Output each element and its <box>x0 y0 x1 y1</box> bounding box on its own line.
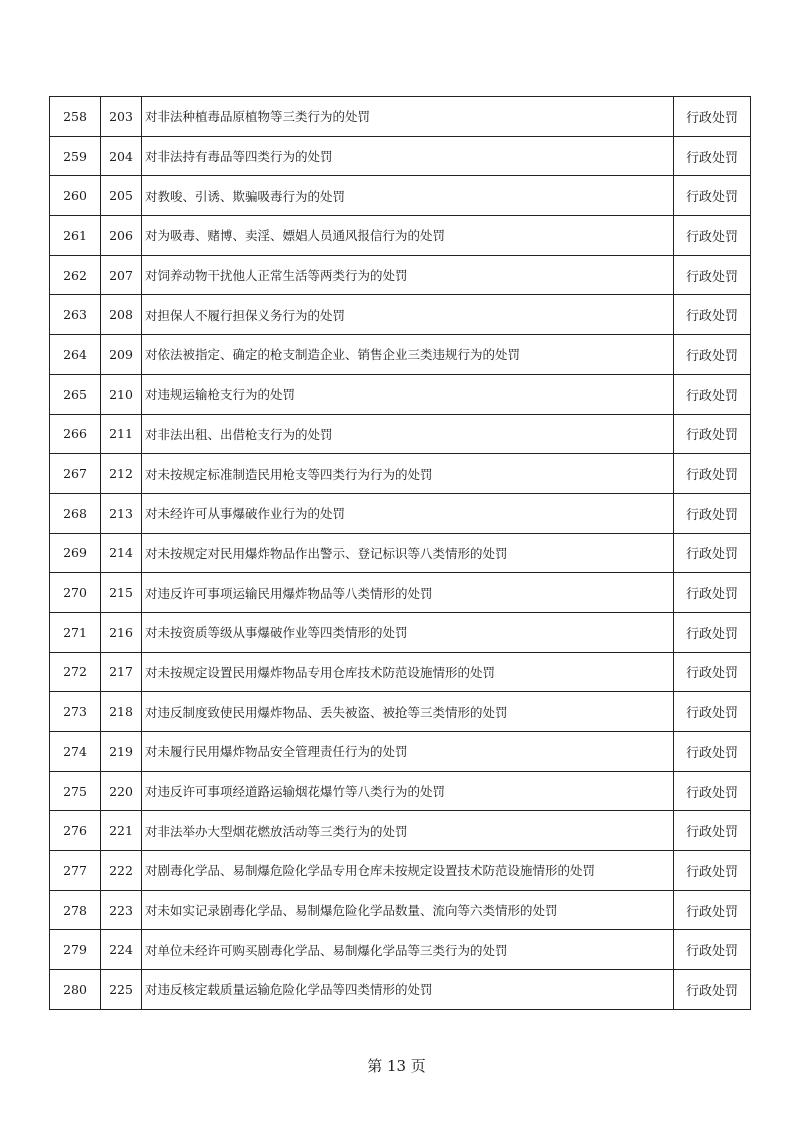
row-item-name: 对依法被指定、确定的枪支制造企业、销售企业三类违规行为的处罚 <box>142 335 674 375</box>
row-item-code: 223 <box>101 890 142 930</box>
row-sequence-number: 277 <box>50 851 101 891</box>
row-sequence-number: 272 <box>50 652 101 692</box>
row-sequence-number: 266 <box>50 414 101 454</box>
row-sequence-number: 278 <box>50 890 101 930</box>
row-item-type: 行政处罚 <box>674 533 751 573</box>
row-item-code: 215 <box>101 573 142 613</box>
row-item-type: 行政处罚 <box>674 612 751 652</box>
row-item-code: 203 <box>101 97 142 137</box>
row-item-name: 对违规运输枪支行为的处罚 <box>142 374 674 414</box>
table-row <box>50 851 751 891</box>
row-item-code: 205 <box>101 176 142 216</box>
table-row <box>50 335 751 375</box>
row-item-code: 217 <box>101 652 142 692</box>
row-item-code: 224 <box>101 930 142 970</box>
row-item-name: 对未履行民用爆炸物品安全管理责任行为的处罚 <box>142 732 674 772</box>
row-sequence-number: 263 <box>50 295 101 335</box>
row-item-type: 行政处罚 <box>674 970 751 1010</box>
table-row <box>50 890 751 930</box>
row-item-code: 210 <box>101 374 142 414</box>
table-row <box>50 692 751 732</box>
row-item-name: 对非法种植毒品原植物等三类行为的处罚 <box>142 97 674 137</box>
table-row <box>50 811 751 851</box>
row-item-type: 行政处罚 <box>674 771 751 811</box>
row-item-type: 行政处罚 <box>674 930 751 970</box>
row-item-type: 行政处罚 <box>674 692 751 732</box>
row-item-name: 对饲养动物干扰他人正常生活等两类行为的处罚 <box>142 255 674 295</box>
row-item-name: 对未如实记录剧毒化学品、易制爆危险化学品数量、流向等六类情形的处罚 <box>142 890 674 930</box>
row-item-name: 对非法持有毒品等四类行为的处罚 <box>142 136 674 176</box>
row-item-type: 行政处罚 <box>674 136 751 176</box>
row-sequence-number: 274 <box>50 732 101 772</box>
row-item-name: 对为吸毒、赌博、卖淫、嫖娼人员通风报信行为的处罚 <box>142 216 674 256</box>
row-item-name: 对单位未经许可购买剧毒化学品、易制爆化学品等三类行为的处罚 <box>142 930 674 970</box>
row-item-type: 行政处罚 <box>674 335 751 375</box>
row-item-code: 216 <box>101 612 142 652</box>
row-sequence-number: 264 <box>50 335 101 375</box>
table-body <box>50 97 751 1010</box>
row-item-code: 206 <box>101 216 142 256</box>
row-item-type: 行政处罚 <box>674 295 751 335</box>
row-sequence-number: 260 <box>50 176 101 216</box>
table-row <box>50 930 751 970</box>
row-item-name: 对违反许可事项经道路运输烟花爆竹等八类行为的处罚 <box>142 771 674 811</box>
row-item-name: 对违反许可事项运输民用爆炸物品等八类情形的处罚 <box>142 573 674 613</box>
row-item-type: 行政处罚 <box>674 573 751 613</box>
row-item-name: 对非法出租、出借枪支行为的处罚 <box>142 414 674 454</box>
row-item-type: 行政处罚 <box>674 454 751 494</box>
row-item-type: 行政处罚 <box>674 414 751 454</box>
row-item-name: 对违反核定载质量运输危险化学品等四类情形的处罚 <box>142 970 674 1010</box>
row-item-type: 行政处罚 <box>674 811 751 851</box>
row-item-type: 行政处罚 <box>674 216 751 256</box>
table-row <box>50 612 751 652</box>
row-item-code: 208 <box>101 295 142 335</box>
row-sequence-number: 280 <box>50 970 101 1010</box>
table-row <box>50 533 751 573</box>
table-row <box>50 176 751 216</box>
row-sequence-number: 259 <box>50 136 101 176</box>
table-row <box>50 374 751 414</box>
row-sequence-number: 271 <box>50 612 101 652</box>
row-item-name: 对剧毒化学品、易制爆危险化学品专用仓库未按规定设置技术防范设施情形的处罚 <box>142 851 674 891</box>
row-item-name: 对未按规定标准制造民用枪支等四类行为行为的处罚 <box>142 454 674 494</box>
row-item-type: 行政处罚 <box>674 652 751 692</box>
row-sequence-number: 276 <box>50 811 101 851</box>
row-item-type: 行政处罚 <box>674 493 751 533</box>
row-sequence-number: 261 <box>50 216 101 256</box>
row-item-type: 行政处罚 <box>674 97 751 137</box>
row-item-type: 行政处罚 <box>674 255 751 295</box>
row-sequence-number: 265 <box>50 374 101 414</box>
table-row <box>50 216 751 256</box>
row-sequence-number: 269 <box>50 533 101 573</box>
row-item-code: 211 <box>101 414 142 454</box>
row-sequence-number: 267 <box>50 454 101 494</box>
row-item-name: 对未按规定设置民用爆炸物品专用仓库技术防范设施情形的处罚 <box>142 652 674 692</box>
row-item-name: 对担保人不履行担保义务行为的处罚 <box>142 295 674 335</box>
row-sequence-number: 258 <box>50 97 101 137</box>
row-item-code: 219 <box>101 732 142 772</box>
row-item-name: 对非法举办大型烟花燃放活动等三类行为的处罚 <box>142 811 674 851</box>
row-item-code: 214 <box>101 533 142 573</box>
row-item-type: 行政处罚 <box>674 890 751 930</box>
row-item-code: 225 <box>101 970 142 1010</box>
row-item-name: 对教唆、引诱、欺骗吸毒行为的处罚 <box>142 176 674 216</box>
table-row <box>50 652 751 692</box>
row-item-code: 222 <box>101 851 142 891</box>
table-row <box>50 136 751 176</box>
row-item-code: 212 <box>101 454 142 494</box>
row-sequence-number: 275 <box>50 771 101 811</box>
table-row <box>50 493 751 533</box>
row-item-type: 行政处罚 <box>674 851 751 891</box>
table-row <box>50 771 751 811</box>
table-row <box>50 970 751 1010</box>
table-row <box>50 732 751 772</box>
row-item-code: 204 <box>101 136 142 176</box>
row-item-name: 对未经许可从事爆破作业行为的处罚 <box>142 493 674 533</box>
row-item-name: 对违反制度致使民用爆炸物品、丢失被盗、被抢等三类情形的处罚 <box>142 692 674 732</box>
row-item-name: 对未按规定对民用爆炸物品作出警示、登记标识等八类情形的处罚 <box>142 533 674 573</box>
row-item-code: 221 <box>101 811 142 851</box>
table-row <box>50 454 751 494</box>
table-row <box>50 255 751 295</box>
row-sequence-number: 262 <box>50 255 101 295</box>
page-number: 第 13 页 <box>367 1057 426 1075</box>
row-item-code: 213 <box>101 493 142 533</box>
penalty-list-table <box>49 96 751 1010</box>
table-row <box>50 97 751 137</box>
row-sequence-number: 268 <box>50 493 101 533</box>
row-item-type: 行政处罚 <box>674 732 751 772</box>
row-sequence-number: 279 <box>50 930 101 970</box>
row-item-type: 行政处罚 <box>674 176 751 216</box>
row-item-code: 209 <box>101 335 142 375</box>
row-item-code: 218 <box>101 692 142 732</box>
table-row <box>50 573 751 613</box>
table-row <box>50 295 751 335</box>
row-sequence-number: 270 <box>50 573 101 613</box>
row-item-code: 220 <box>101 771 142 811</box>
row-item-type: 行政处罚 <box>674 374 751 414</box>
row-item-name: 对未按资质等级从事爆破作业等四类情形的处罚 <box>142 612 674 652</box>
table-row <box>50 414 751 454</box>
row-item-code: 207 <box>101 255 142 295</box>
row-sequence-number: 273 <box>50 692 101 732</box>
